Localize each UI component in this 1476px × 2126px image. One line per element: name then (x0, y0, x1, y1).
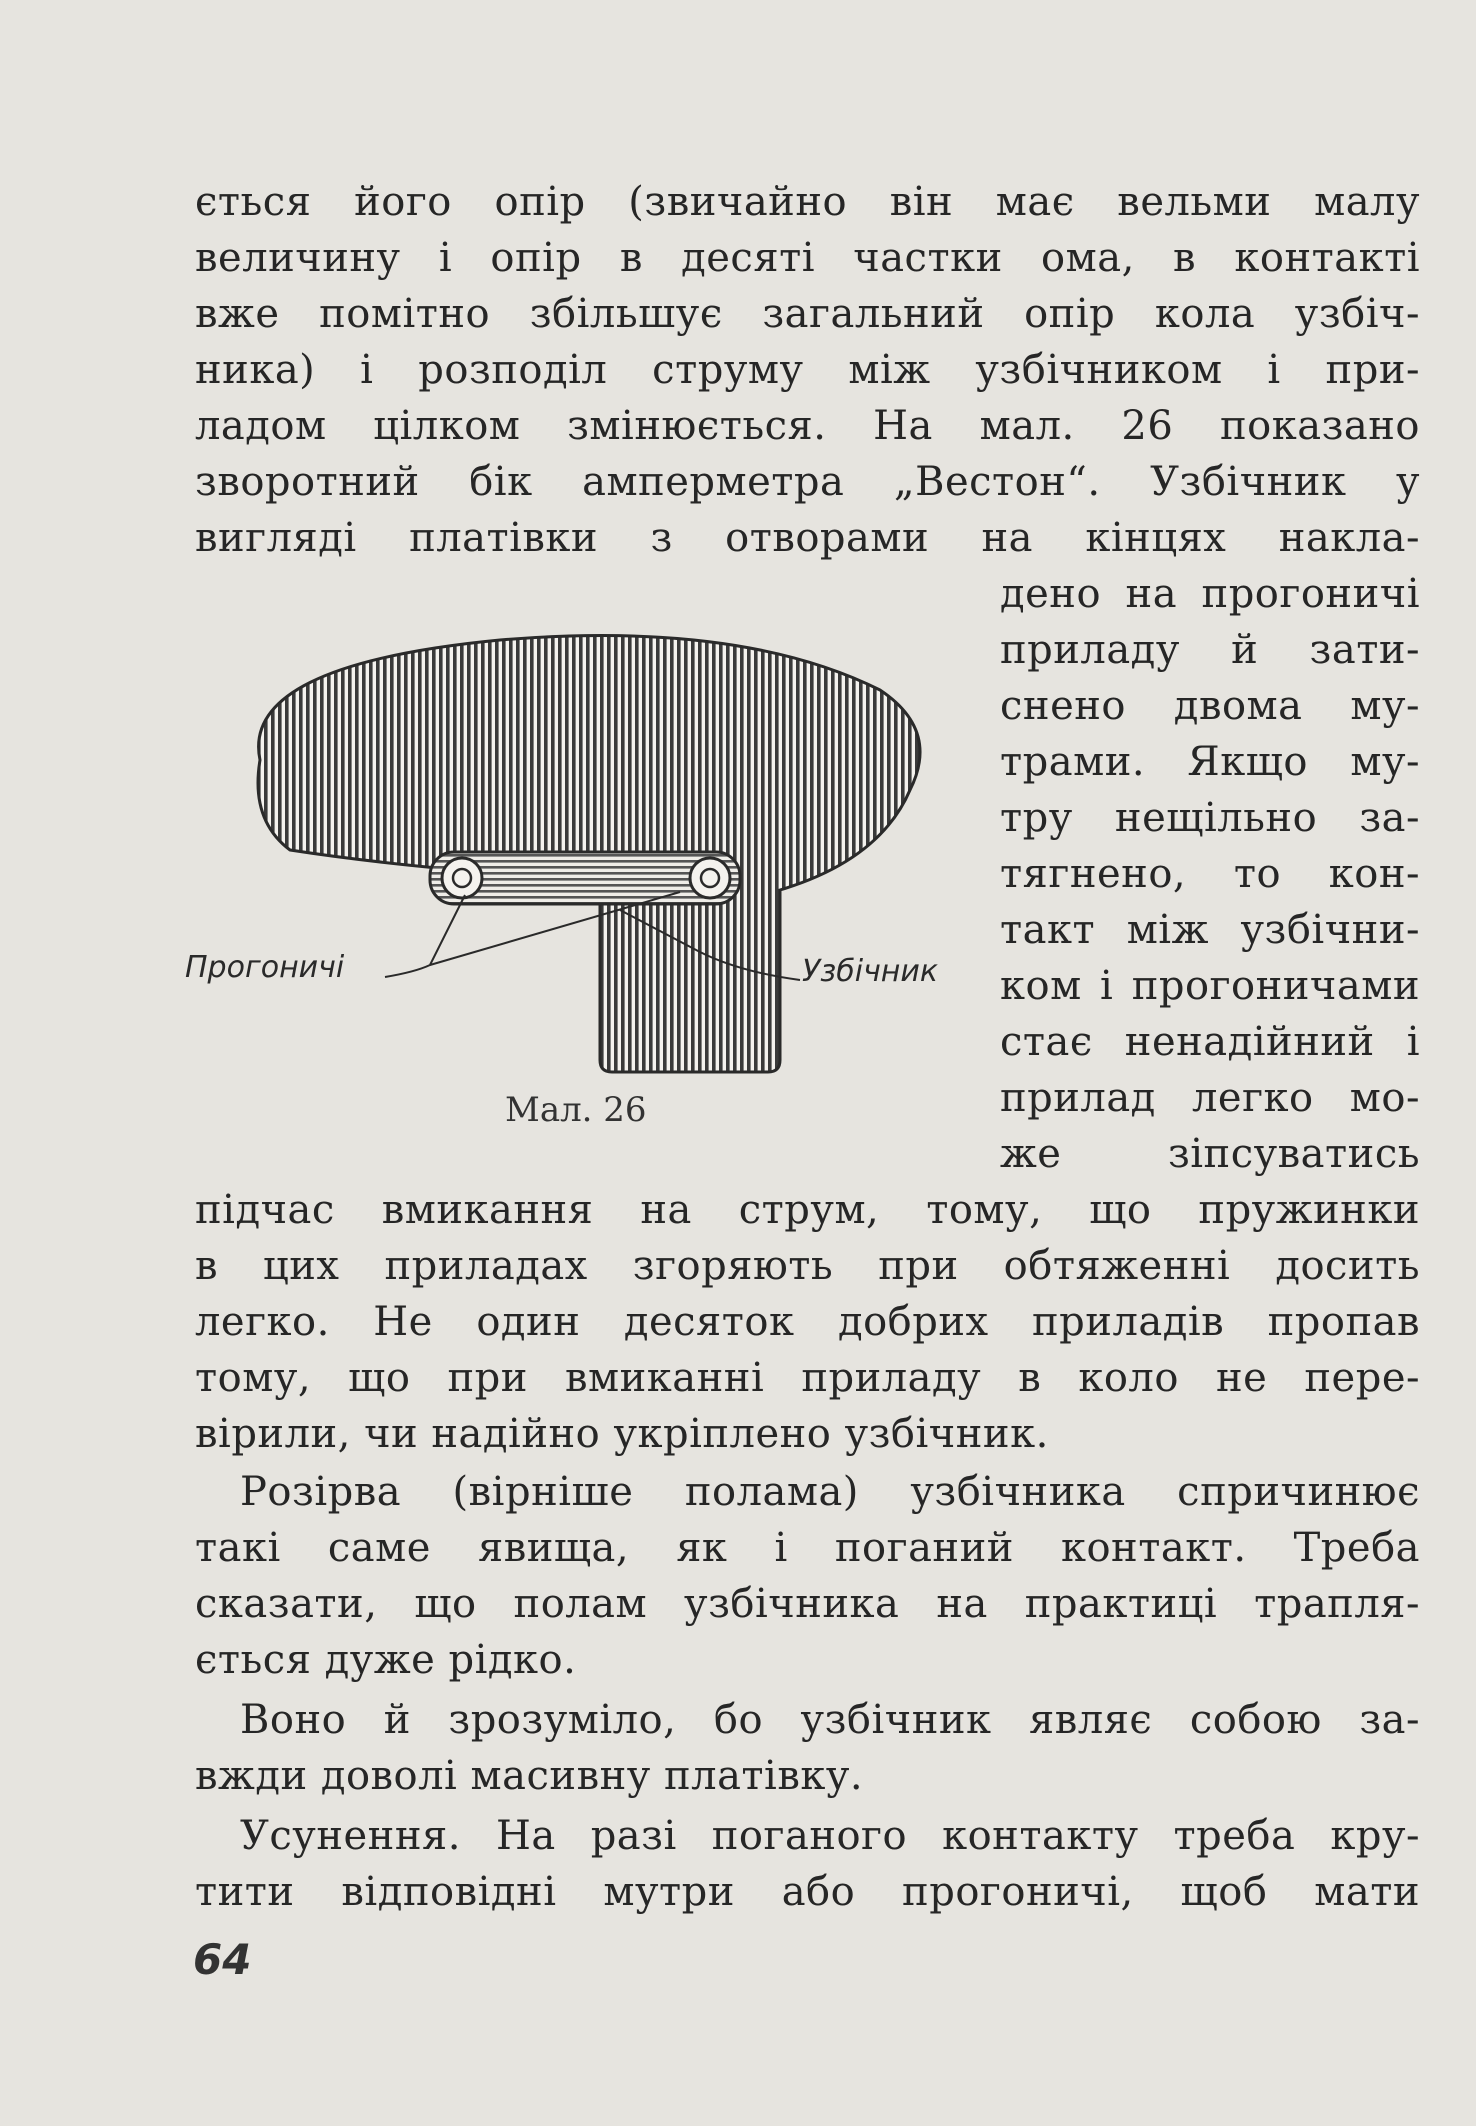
side-text-line: прилад легко мо- (1000, 1075, 1420, 1121)
side-text-line: же зіпсуватись (1000, 1131, 1420, 1177)
text-line: зворотний бік амперметра „Вестон“. Узбічник у (195, 459, 1420, 505)
text-line: вжди доволі масивну платівку. (195, 1753, 864, 1799)
text-line: величину і опір в десяті частки ома, в контакті (195, 235, 1420, 281)
side-text-line: приладу й зати- (1000, 627, 1420, 673)
side-text-line: ком і прогоничами (1000, 963, 1420, 1009)
figure-caption: Мал. 26 (505, 1090, 647, 1130)
text-line: легко. Не один десяток добрих приладів пропав (195, 1299, 1420, 1345)
side-text-line: дено на прогоничі (1000, 571, 1420, 617)
terminal-right-icon (690, 858, 730, 898)
side-text-line: стає ненадійний і (1000, 1019, 1420, 1065)
label-terminals: Прогоничі (185, 950, 345, 985)
leader-line-terminals (385, 895, 465, 977)
text-line: Воно й зрозуміло, бо узбічник являє собою за- (240, 1697, 1420, 1743)
terminal-left-icon (442, 858, 482, 898)
side-text-line: трами. Якщо му- (1000, 739, 1420, 785)
text-line: сказати, що полам узбічника на практиці трапля- (195, 1581, 1420, 1627)
figure-26 (180, 620, 1000, 1140)
text-line: тому, що при вмиканні приладу в коло не пере- (195, 1355, 1420, 1401)
side-text-line: снено двома му- (1000, 683, 1420, 729)
text-line: Розірва (вірніше полама) узбічника спричинює (240, 1469, 1420, 1515)
text-line: ється дуже рідко. (195, 1637, 577, 1683)
side-text-line: такт між узбічни- (1000, 907, 1420, 953)
ammeter-shunt-illustration (180, 620, 1000, 1090)
text-line: вигляді платівки з отворами на кінцях накла- (195, 515, 1420, 561)
text-line: ника) і розподіл струму між узбічником і при- (195, 347, 1420, 393)
text-line: вже помітно збільшує загальний опір кола узбіч- (195, 291, 1420, 337)
text-line: підчас вмикання на струм, тому, що пружинки (195, 1187, 1420, 1233)
text-line: Усунення. На разі поганого контакту треба кру- (240, 1813, 1420, 1859)
text-line: тити відповідні мутри або прогоничі, щоб мати (195, 1869, 1420, 1915)
text-line: ється його опір (звичайно він має вельми малу (195, 179, 1420, 225)
side-text-line: тягнено, то кон- (1000, 851, 1420, 897)
text-line: такі саме явища, як і поганий контакт. Треба (195, 1525, 1420, 1571)
text-line: вірили, чи надійно укріплено узбічник. (195, 1411, 1049, 1457)
label-shunt: Узбічник (802, 954, 939, 989)
page-number: 64 (193, 1935, 252, 1984)
text-line: ладом цілком змінюється. На мал. 26 показано (195, 403, 1420, 449)
text-line: в цих приладах згоряють при обтяженні досить (195, 1243, 1420, 1289)
side-text-line: тру нещільно за- (1000, 795, 1420, 841)
